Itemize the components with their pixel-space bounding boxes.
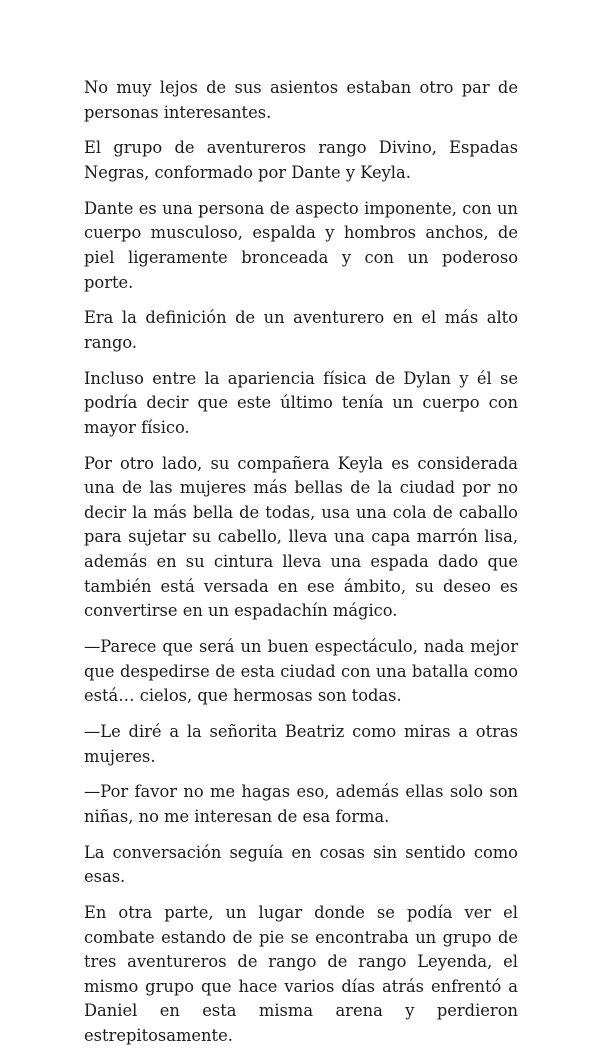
dialogue-paragraph: —Por favor no me hagas eso, además ellas solo son niñas, no me interesan de esa forma. xyxy=(84,782,518,826)
paragraph: Por otro lado, su compañera Keyla es considerada una de las mujeres más bellas de la ciudad por no decir la más bella de todas, usa una cola de caballo para sujetar su cabello, lleva una capa marrón lisa, además en su cintura lleva una espada dado que también está versada en ese ámbito, su deseo es convertirse en un espadachín mágico. xyxy=(84,453,518,621)
dialogue-paragraph: —Parece que será un buen espectáculo, nada mejor que despedirse de esta ciudad con una batalla como está… cielos, que hermosas son todas. xyxy=(84,637,518,706)
paragraph: No muy lejos de sus asientos estaban otro par de personas interesantes. xyxy=(84,78,518,122)
paragraph: El grupo de aventureros rango Divino, Espadas Negras, conformado por Dante y Keyla. xyxy=(84,138,518,182)
paragraph: Incluso entre la apariencia física de Dylan y él se podría decir que este último tenía un cuerpo con mayor físico. xyxy=(84,368,518,437)
paragraph: Era la definición de un aventurero en el más alto rango. xyxy=(84,308,518,352)
paragraph: La conversación seguía en cosas sin sentido como esas. xyxy=(84,842,518,887)
paragraph: En otra parte, un lugar donde se podía ver el combate estando de pie se encontraba un grupo de tres aventureros de rango de rango Leyenda, el mismo grupo que hace varios días atrás enfrentó a Daniel en esta misma arena y perdieron estrepitosamente. xyxy=(84,903,518,1046)
page-text xyxy=(84,76,518,1049)
dialogue-paragraph: —Le diré a la señorita Beatriz como miras a otras mujeres. xyxy=(84,721,518,766)
paragraph: Dante es una persona de aspecto imponente, con un cuerpo musculoso, espalda y hombros anchos, de piel ligeramente bronceada y con un poderoso porte. xyxy=(84,198,518,292)
